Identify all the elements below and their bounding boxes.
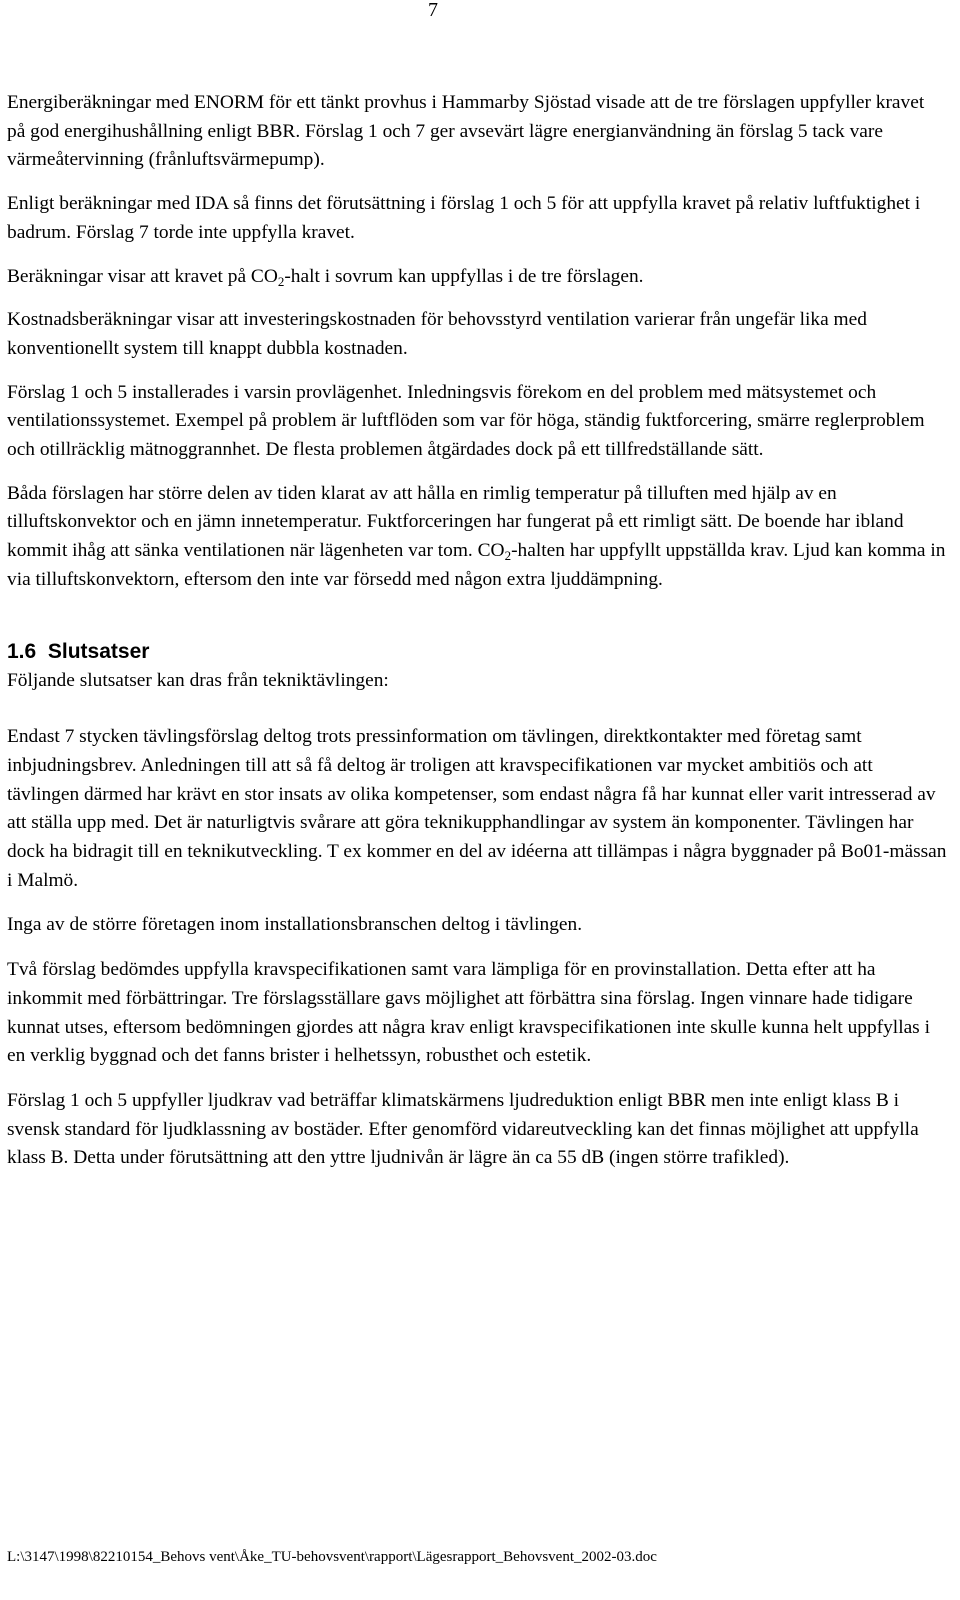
co2-subscript: 2 xyxy=(277,273,285,289)
paragraph-costs: Kostnadsberäkningar visar att investeringskostnaden för behovsstyrd ventilation varierar från ungefär lika med konventionellt system till knappt dubbla kostnaden. xyxy=(7,309,867,359)
both-text-after: -halten har uppfyllt uppställda krav. Ljud kan komma in via tilluftskonvektorn, eftersom den inte var försedd med någon extra ljuddämpning. xyxy=(7,540,946,590)
co2-text-after: -halt i sovrum kan uppfyllas i de tre förslagen. xyxy=(284,265,644,287)
conclusions-intro: Följande slutsatser kan dras från tekniktävlingen: xyxy=(7,669,389,691)
paragraph-installation: Förslag 1 och 5 installerades i varsin provlägenhet. Inledningsvis förekom en del problem med mätsystemet och ventilationssystemet. Exempel på problem är luftflöden som var för höga, ständig fuktforcering, smärre reglerproblem och otillräcklig mätnoggrannhet. De flesta problemen åtgärdades dock på ett tillfredställande sätt. xyxy=(7,381,925,461)
paragraph-both-proposals xyxy=(7,480,947,595)
footer-file-path: L:\3147\1998\82210154_Behovs vent\Åke_TU-behovsvent\rapport\Lägesrapport_Behovsvent_2002-03.doc xyxy=(7,1549,657,1565)
paragraph-humidity: Enligt beräkningar med IDA så finns det förutsättning i förslag 1 och 5 för att uppfylla kravet på relativ luftfuktighet i badrum. Förslag 7 torde inte uppfylla kravet. xyxy=(7,193,921,243)
both-co2-subscript: 2 xyxy=(504,548,512,564)
page-number: 7 xyxy=(428,0,438,21)
paragraph-co2 xyxy=(7,263,947,292)
section-heading xyxy=(7,638,947,666)
paragraph-energy: Energiberäkningar med ENORM för ett tänkt provhus i Hammarby Sjöstad visade att de tre förslagen uppfyller kravet på god energihushållning enligt BBR. Förslag 1 och 7 ger avsevärt lägre energianvändning än förslag 5 tack vare värmeåtervinning (frånluftsvärmepump). xyxy=(7,92,925,171)
conclusion-paragraph-3: Två förslag bedömdes uppfylla kravspecifikationen samt vara lämpliga för en provinstallation. Detta efter att ha inkommit med förbättringar. Tre förslagsställare gavs möjlighet att förbättra sina förslag. Ingen vinnare hade tidigare kunnat utses, eftersom bedömningen gjordes att några krav enligt kravspecifikationen inte skulle kunna helt uppfyllas i en verklig byggnad och det fanns brister i helhetssyn, robusthet och estetik. xyxy=(7,959,930,1067)
co2-text-before: Beräkningar visar att kravet på CO xyxy=(7,265,278,287)
section-title: Slutsatser xyxy=(47,639,150,663)
section-number: 1.6 xyxy=(7,639,37,663)
conclusion-paragraph-2: Inga av de större företagen inom installationsbranschen deltog i tävlingen. xyxy=(7,914,583,936)
conclusion-paragraph-1: Endast 7 stycken tävlingsförslag deltog trots pressinformation om tävlingen, direktkontakter med företag samt inbjudningsbrev. Anledningen till att så få deltog är troligen att kravspecifikationen var mycket ambitiös och att tävlingen därmed har krävt en stor insats av olika kompetenser, som endast några få har kunnat eller varit intresserad av att ställa upp med. Det är naturligtvis svårare att göra teknikupphandlingar av system än komponenter. Tävlingen har dock ha bidragit till en teknikutveckling. T ex kommer en del av idéerna att tillämpas i några byggnader på Bo01-mässan i Malmö. xyxy=(7,726,947,891)
both-text-before: Båda förslagen har större delen av tiden klarat av att hålla en rimlig temperatur på tilluften med hjälp av en tilluftskonvektor och en jämn innetemperatur. Fuktforceringen har fungerat på ett rimligt sätt. De boende har ibland kommit ihåg att sänka ventilationen när lägenheten var tom. CO xyxy=(7,482,904,562)
document-body xyxy=(7,89,947,1173)
conclusion-paragraph-4: Förslag 1 och 5 uppfyller ljudkrav vad beträffar klimatskärmens ljudreduktion enligt BBR men inte enligt klass B i svensk standard för ljudklassning av bostäder. Efter genomförd vidareutveckling kan det finnas möjlighet att uppfylla klass B. Detta under förutsättning att den yttre ljudnivån är lägre än ca 55 dB (ingen större trafikled). xyxy=(7,1089,919,1169)
